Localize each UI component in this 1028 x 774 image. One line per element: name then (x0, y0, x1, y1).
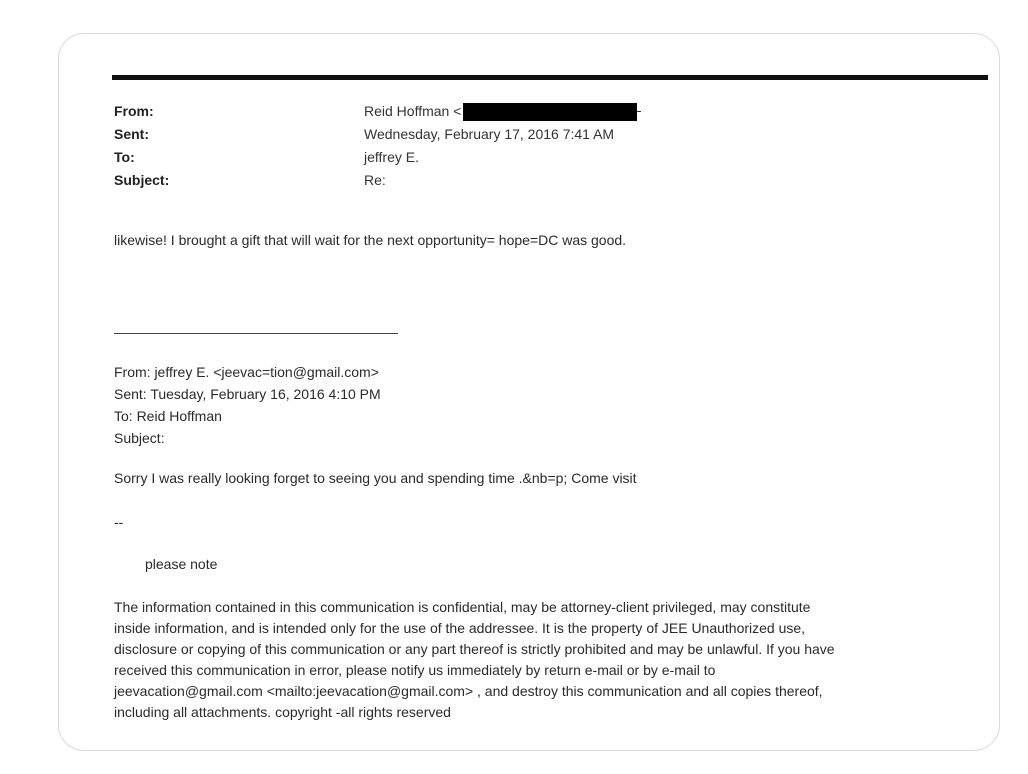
subject-label: Subject: (114, 172, 170, 188)
quoted-to: To: Reid Hoffman (114, 408, 222, 424)
sent-label: Sent: (114, 126, 149, 142)
please-note: please note (145, 556, 218, 572)
email-document-card (58, 33, 1000, 751)
confidentiality-disclaimer (114, 597, 974, 723)
to-label: To: (114, 149, 135, 165)
header-row-from (114, 100, 641, 123)
header-top-rule (112, 75, 988, 80)
quoted-subject: Subject: (114, 430, 165, 446)
disclaimer-line: inside information, and is intended only for the use of the addressee. It is the property of JEE Unauthorized use, (114, 620, 806, 636)
from-label: From: (114, 103, 154, 119)
header-row-sent (114, 123, 641, 146)
signature-dash: -- (114, 514, 124, 530)
reply-body: likewise! I brought a gift that will wait for the next opportunity= hope=DC was good. (114, 232, 627, 248)
disclaimer-line: disclosure or copying of this communication or any part thereof is strictly prohibited and may be unlawful. If you have (114, 641, 835, 657)
quoted-sent: Sent: Tuesday, February 16, 2016 4:10 PM (114, 386, 381, 402)
disclaimer-line: including all attachments. copyright -all rights reserved (114, 704, 451, 720)
quoted-separator (114, 333, 398, 334)
to-value: jeffrey E. (364, 149, 419, 165)
header-row-to (114, 146, 641, 169)
header-row-subject (114, 169, 641, 192)
email-header (114, 100, 641, 192)
sent-value: Wednesday, February 17, 2016 7:41 AM (364, 126, 615, 142)
quoted-header (114, 361, 381, 449)
disclaimer-line: received this communication in error, please notify us immediately by return e-mail or by e-mail to (114, 662, 716, 678)
redaction-tail (637, 111, 641, 112)
from-value (364, 100, 641, 123)
quoted-from: From: jeffrey E. <jeevac=tion@gmail.com> (114, 364, 379, 380)
quoted-body: Sorry I was really looking forget to seeing you and spending time .&nb=p; Come visit (114, 470, 637, 486)
disclaimer-line: The information contained in this communication is confidential, may be attorney-client privileged, may constitute (114, 599, 811, 615)
subject-value: Re: (364, 172, 386, 188)
redaction-bar (463, 103, 637, 121)
from-name: Reid Hoffman < (364, 103, 462, 119)
disclaimer-line: jeevacation@gmail.com <mailto:jeevacation@gmail.com> , and destroy this communication and all copies thereof, (114, 683, 823, 699)
